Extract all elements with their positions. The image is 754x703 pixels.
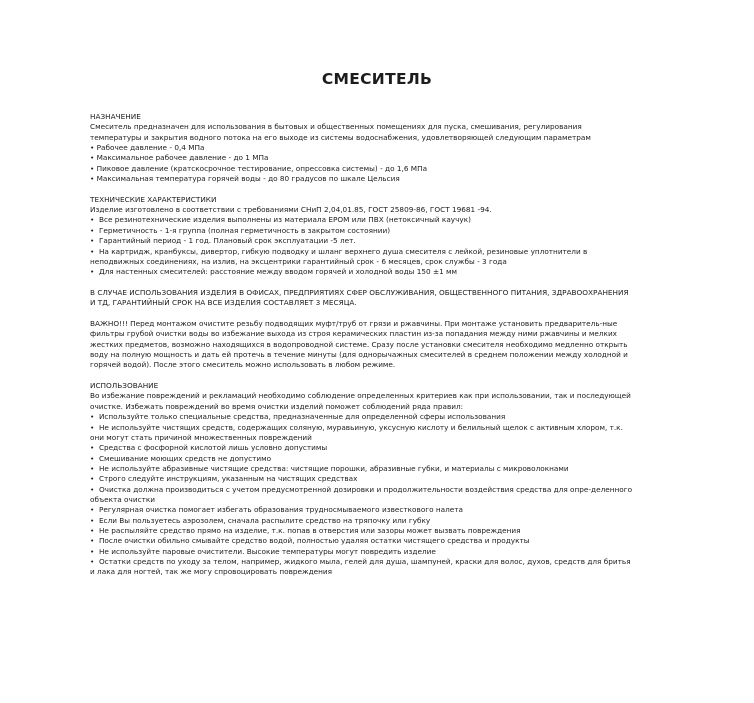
usage-item: • Не используйте абразивные чистящие средства: чистящие порошки, абразивные губки, и материалы с микроволокнами	[90, 463, 569, 473]
specs-heading: ТЕХНИЧЕСКИЕ ХАРАКТЕРИСТИКИ	[90, 194, 217, 204]
usage-item: • Регулярная очистка помогает избегать образования трудносмываемого известкового налета	[90, 505, 464, 515]
usage-item: • Средства с фосфорной кислотой лишь условно допустимы	[90, 443, 328, 453]
usage-item: • Смешивание моющих средств не допустимо	[90, 453, 272, 463]
document-title: СМЕСИТЕЛЬ	[321, 70, 433, 88]
spacer	[90, 371, 635, 381]
specs-item: • Гарантийный период - 1 год. Плановый срок эксплуатации -5 лет.	[90, 236, 356, 246]
spacer	[90, 184, 635, 194]
specs-section	[90, 195, 635, 278]
usage-item: • Если Вы пользуетесь аэрозолем, сначала распылите средство на тряпочку или губку	[90, 515, 431, 525]
usage-item: • Не распыляйте средство прямо на изделие, т.к. попав в отверстия или зазоры может вызвать повреждения	[90, 525, 521, 535]
usage-intro: Во избежание повреждений и рекламаций необходимо соблюдение определенных критериев как при использовании, так и последующей очистке. Избежать повреждений во время очистки изделий поможет соблюдений ряда правил:	[90, 391, 634, 411]
usage-item: • Не используйте чистящих средств, содержащих соляную, муравьиную, уксусную кислоту и белильный щелок с активным хлором, т.к. они могут стать причиной множественных повреждений	[90, 422, 626, 442]
usage-item: • Не используйте паровые очистители. Высокие температуры могут повредить изделие	[90, 546, 436, 556]
usage-heading: ИСПОЛЬЗОВАНИЕ	[90, 381, 159, 391]
specs-item: • Для настенных смесителей: расстояние между вводом горячей и холодной воды 150 ±1 мм	[90, 267, 458, 277]
specs-item: • Все резинотехнические изделия выполнены из материала EPOM или ПВХ (нетоксичный каучук)	[90, 215, 472, 225]
usage-item: • После очистки обильно смывайте средство водой, полностью удаляя остатки чистящего средства и продукты	[90, 536, 530, 546]
purpose-item: • Рабочее давление - 0,4 МПа	[90, 143, 205, 153]
usage-item: • Очистка должна производиться с учетом предусмотренной дозировки и продолжительности воздействия средства для опре-деленного объекта очистки	[90, 484, 635, 504]
spacer	[90, 278, 635, 288]
spacer	[90, 309, 635, 319]
purpose-item: • Пиковое давление (кратскосрочное тестирование, опрессовка системы) - до 1,6 МПа	[90, 163, 428, 173]
purpose-section	[90, 112, 635, 184]
usage-section	[90, 381, 635, 578]
purpose-heading: НАЗНАЧЕНИЕ	[90, 112, 141, 121]
important-warning: ВАЖНО!!! Перед монтажом очистите резьбу подводящих муфт/труб от грязи и ржавчины. При монтаже установить предваритель-ные фильтры грубой очистки воды во избежание выхода из строя керамических пластин из-за попадания между ними ржавчины и мелких жестких предметов, возможно находящихся в водопроводной системе. Сразу после установки смесителя необходимо медленно открыть воду на полную мощность и дать ей протечь в течение минуты (для однорычажных смесителей в среднем положении между холодной и горячей водой). После этого смеситель можно использовать в любом режиме.	[90, 319, 631, 370]
usage-item: • Строго следуйте инструкциям, указанным на чистящих средствах	[90, 474, 358, 484]
purpose-item: • Максимальная температура горячей воды - до 80 градусов по шкале Цельсия	[90, 174, 400, 184]
usage-item: • Остатки средств по уходу за телом, например, жидкого мыла, гелей для душа, шампуней, краски для волос, духов, средств для бритья и лака для ногтей, так же могу спровоцировать повреждения	[90, 556, 633, 577]
warranty-notice: В СЛУЧАЕ ИСПОЛЬЗОВАНИЯ ИЗДЕЛИЯ В ОФИСАХ, ПРЕДПРИЯТИЯХ СФЕР ОБСЛУЖИВАНИЯ, ОБЩЕСТВЕННОГО ПИТАНИЯ, ЗДРАВООХРАНЕНИЯ И ТД, ГАРАНТИЙНЫЙ СРОК НА ВСЕ ИЗДЕЛИЯ СОСТАВЛЯЕТ 3 МЕСЯЦА.	[90, 287, 631, 308]
usage-item: • Используйте только специальные средства, предназначенные для определенной сферы использования	[90, 412, 506, 422]
specs-item: • На картридж, кранбуксы, дивертор, гибкую подводку и шланг верхнего душа смесителя с лейкой, резиновые уплотнители в неподвижных соединениях, на излив, на эксцентрики гарантийный срок - 6 месяцев, срок службы - 3 года	[90, 246, 590, 266]
purpose-item: • Максимальное рабочее давление - до 1 МПа	[90, 153, 269, 163]
purpose-intro: Смеситель предназначен для использования в бытовых и общественных помещениях для пуска, смешивания, регулирования температуры и закрытия водного потока на его выходе из системы водоснабжения, удовлетворяющей следующим параметрам	[90, 122, 591, 142]
specs-item: • Герметичность - 1-я группа (полная герметичность в закрытом состоянии)	[90, 225, 391, 235]
document-body	[90, 112, 635, 578]
specs-intro: Изделие изготовлено в соответствии с требованиями СНиП 2,04,01.85, ГОСТ 25809-86, ГОСТ 19681 -94.	[90, 205, 492, 215]
